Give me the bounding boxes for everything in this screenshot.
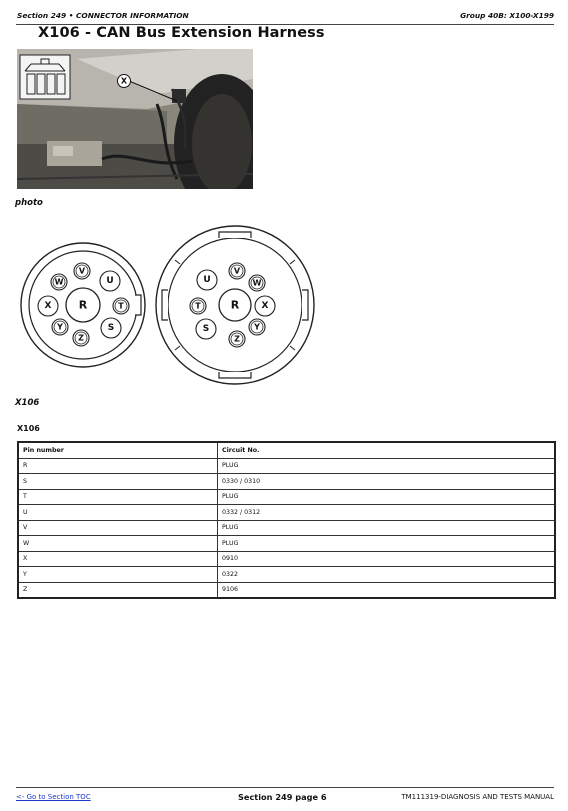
- table-row: [18, 567, 555, 583]
- circuit-cell: PLUG: [218, 489, 556, 505]
- section-toc-link[interactable]: <- Go to Section TOC: [16, 793, 91, 801]
- table-row: [18, 505, 555, 521]
- connector-face-views: [20, 218, 320, 388]
- circuit-cell: PLUG: [218, 536, 556, 552]
- right-pin-s: S: [202, 324, 210, 334]
- right-pin-y: Y: [254, 322, 260, 332]
- right-pin-x: X: [261, 301, 269, 311]
- circuit-cell: 0332 / 0312: [218, 505, 556, 521]
- table-header-row: [18, 442, 555, 458]
- page-footer: [16, 787, 554, 804]
- manual-name: TM111319-DIAGNOSIS AND TESTS MANUAL: [401, 793, 554, 801]
- right-connector: [156, 226, 314, 384]
- circuit-cell: 0330 / 0310: [218, 474, 556, 490]
- page-title: X106 - CAN Bus Extension Harness: [38, 25, 325, 41]
- pin-cell: T: [18, 489, 218, 505]
- table-row: [18, 536, 555, 552]
- circuit-cell: PLUG: [218, 458, 556, 474]
- page-header: [16, 9, 554, 25]
- column-header-circuit: Circuit No.: [218, 442, 556, 458]
- right-pin-t: T: [195, 301, 201, 311]
- harness-photo-image: [17, 49, 253, 189]
- left-pin-v: V: [78, 266, 86, 276]
- left-pin-u: U: [106, 276, 114, 286]
- circuit-cell: 9106: [218, 582, 556, 598]
- column-header-pin: Pin number: [18, 442, 218, 458]
- pin-circuit-table: [17, 441, 556, 599]
- photo-caption: photo: [15, 198, 43, 208]
- connector-photo: [17, 49, 253, 189]
- circuit-cell: 0322: [218, 567, 556, 583]
- pin-cell: U: [18, 505, 218, 521]
- circuit-cell: 0910: [218, 551, 556, 567]
- pin-cell: W: [18, 536, 218, 552]
- left-pin-y: Y: [57, 322, 63, 332]
- left-pin-s: S: [107, 323, 115, 333]
- left-pin-z: Z: [78, 333, 84, 343]
- left-pin-t: T: [118, 301, 124, 311]
- circuit-cell: PLUG: [218, 520, 556, 536]
- right-pin-v: V: [233, 266, 241, 276]
- right-pin-r: R: [230, 298, 240, 312]
- connector-diagram: [20, 218, 320, 392]
- pin-cell: Y: [18, 567, 218, 583]
- table-title: X106: [17, 424, 40, 433]
- pin-cell: R: [18, 458, 218, 474]
- section-label: Section 249 • CONNECTOR INFORMATION: [17, 11, 189, 20]
- left-pin-r: R: [78, 298, 88, 312]
- left-pin-w: W: [54, 277, 64, 287]
- right-pin-w: W: [252, 278, 262, 288]
- page-number: Section 249 page 6: [238, 792, 327, 802]
- pin-cell: V: [18, 520, 218, 536]
- table-row: [18, 582, 555, 598]
- right-pin-z: Z: [234, 334, 240, 344]
- pin-cell: Z: [18, 582, 218, 598]
- photo-callout: X: [120, 76, 128, 86]
- table-row: [18, 551, 555, 567]
- table-row: [18, 458, 555, 474]
- table-row: [18, 474, 555, 490]
- table-row: [18, 520, 555, 536]
- pin-cell: S: [18, 474, 218, 490]
- right-pin-u: U: [203, 275, 211, 285]
- table-row: [18, 489, 555, 505]
- diagram-caption: X106: [15, 398, 40, 408]
- group-label: Group 40B: X100-X199: [460, 11, 554, 20]
- left-connector: [21, 243, 145, 367]
- pin-cell: X: [18, 551, 218, 567]
- left-pin-x: X: [44, 301, 52, 311]
